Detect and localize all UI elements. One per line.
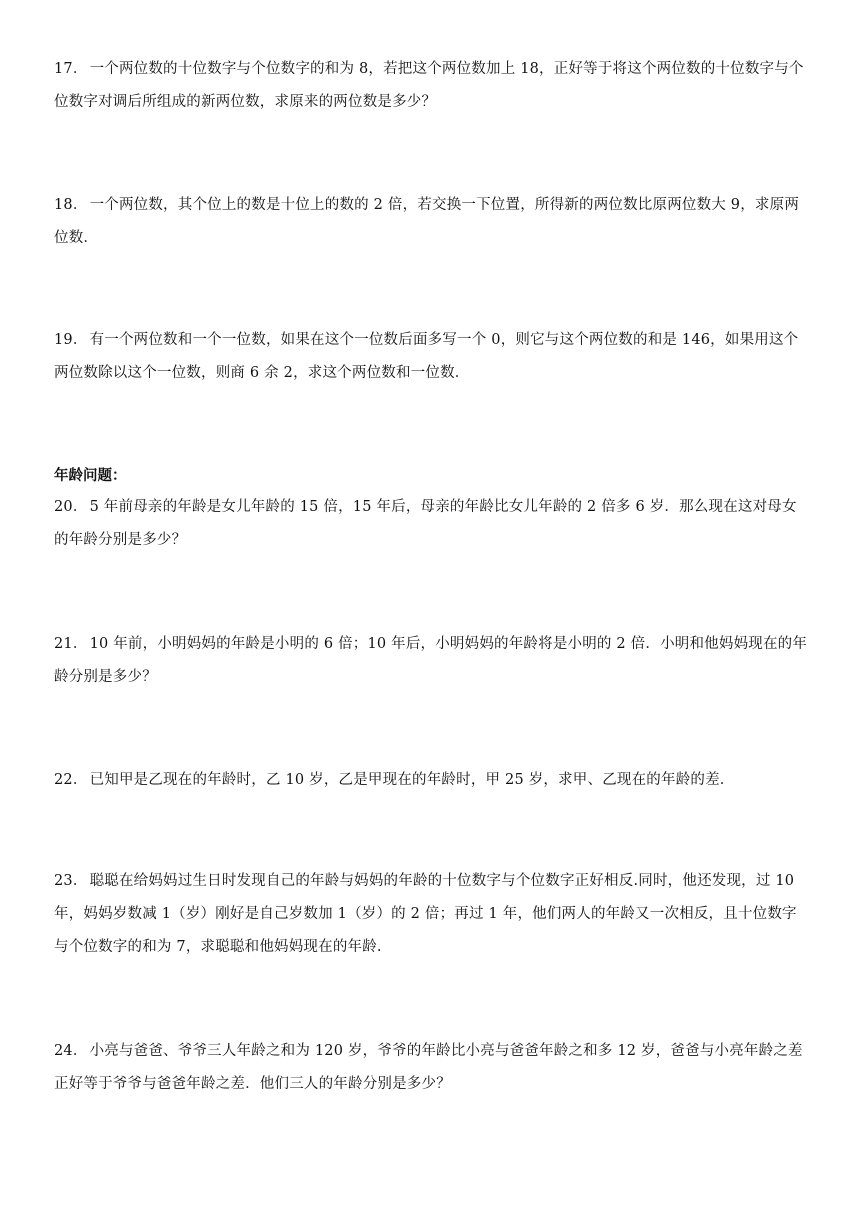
problem-text: 10 年前，小明妈妈的年龄是小明的 6 倍；10 年后，小明妈妈的年龄将是小明的 2 倍．小明和他妈妈现在的年龄分别是多少？ <box>54 636 808 685</box>
problem-number: 18． <box>54 197 88 213</box>
problem-number: 24． <box>54 1043 88 1059</box>
problem-number: 22． <box>54 772 88 788</box>
problem-21 <box>54 628 810 694</box>
problem-number: 20． <box>54 499 88 515</box>
problem-text: 5 年前母亲的年龄是女儿年龄的 15 倍，15 年后，母亲的年龄比女儿年龄的 2 倍多 6 岁．那么现在这对母女的年龄分别是多少？ <box>54 499 797 548</box>
problem-number: 19． <box>54 332 88 348</box>
problem-text: 有一个两位数和一个一位数，如果在这个一位数后面多写一个 0，则它与这个两位数的和是 146，如果用这个两位数除以这个一位数，则商 6 余 2，求这个两位数和一位数． <box>54 332 799 381</box>
problem-number: 23． <box>54 873 88 889</box>
problem-22 <box>54 764 810 797</box>
problem-17 <box>54 53 810 119</box>
section-heading-age-problems: 年龄问题： <box>54 468 127 484</box>
problem-19 <box>54 324 810 390</box>
problem-number: 21． <box>54 636 88 652</box>
problem-text: 一个两位数，其个位上的数是十位上的数的 2 倍，若交换一下位置，所得新的两位数比原两位数大 9，求原两位数． <box>54 197 800 246</box>
problem-text: 聪聪在给妈妈过生日时发现自己的年龄与妈妈的年龄的十位数字与个位数字正好相反.同时，他还发现，过 10 年，妈妈岁数减 1（岁）刚好是自己岁数加 1（岁）的 2 倍；再过 1 年，他们两人的年龄又一次相反，且十位数字与个位数字的和为 7，求聪聪和他妈妈现在的年龄. <box>54 873 797 955</box>
problem-23 <box>54 865 810 964</box>
problem-text: 一个两位数的十位数字与个位数字的和为 8，若把这个两位数加上 18，正好等于将这个两位数的十位数字与个位数字对调后所组成的新两位数，求原来的两位数是多少？ <box>54 61 804 110</box>
problem-20 <box>54 491 810 557</box>
problem-text: 已知甲是乙现在的年龄时，乙 10 岁，乙是甲现在的年龄时，甲 25 岁，求甲、乙现在的年龄的差． <box>89 772 735 788</box>
problem-text: 小亮与爸爸、爷爷三人年龄之和为 120 岁，爷爷的年龄比小亮与爸爸年龄之和多 12 岁，爸爸与小亮年龄之差正好等于爷爷与爸爸年龄之差．他们三人的年龄分别是多少？ <box>54 1043 803 1092</box>
problem-18 <box>54 189 810 255</box>
problem-24 <box>54 1035 810 1101</box>
problem-number: 17． <box>54 61 88 77</box>
